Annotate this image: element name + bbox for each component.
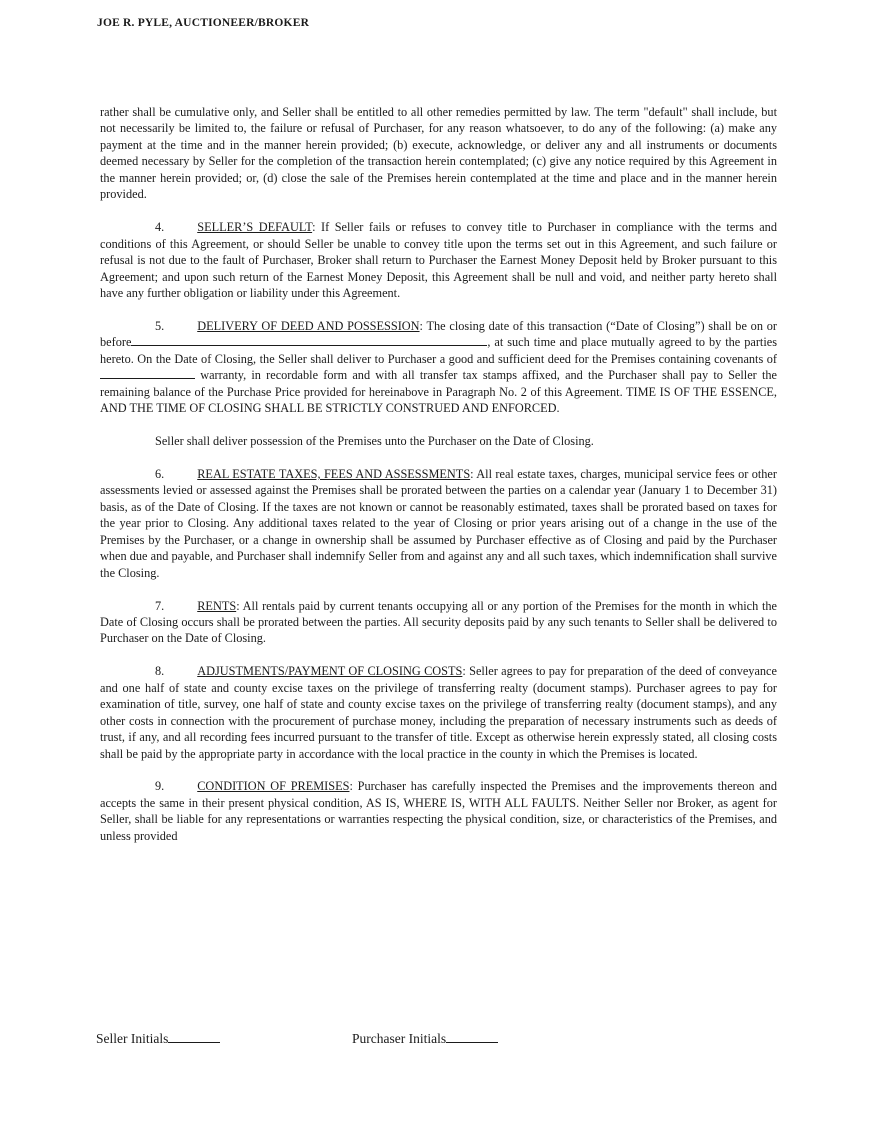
section-heading: CONDITION OF PREMISES [197,779,350,794]
purchaser-initials-line [446,1029,498,1043]
paragraph-text: : All real estate taxes, charges, municipal service fees or other assessments levied or assessed against the Premises shall be prorated between the parties on a calendar year (January 1 to December 31) basis, as of the Date of Closing. If the taxes are not known or cannot be reasonably estimated, taxes shall be prorated based on taxes for the year prior to Closing. Any additional taxes related to the year of Closing or prior years arising out of a change in the use of the Premises by the Purchaser, or a change in ownership shall be assumed by Purchaser effective as of Closing and paid by the Purchaser when due and payable, and Purchaser shall indemnify Seller from and against any and all such taxes, which indemnification shall survive the Closing. [100,466,777,580]
seller-initials-line [168,1029,220,1043]
section-heading: DELIVERY OF DEED AND POSSESSION [197,318,420,333]
seller-initials-block [96,1029,220,1047]
paragraph-text: warranty, in recordable form and with all transfer tax stamps affixed, and the Purchaser shall pay to Seller the remaining balance of the Purchase Price provided for hereinabove in Paragraph No. 2 of this Agreement. TIME IS OF THE ESSENCE, AND THE TIME OF CLOSING SHALL BE STRICTLY CONSTRUED AND ENFORCED. [100,368,777,416]
section-heading: REAL ESTATE TAXES, FEES AND ASSESSMENTS [197,466,471,481]
fill-in-blank [100,367,195,379]
paragraph-text: : Seller agrees to pay for preparation of the deed of conveyance and one half of state and county excise taxes on the privilege of transferring realty (document stamps). Purchaser agrees to pay for examination of title, survey, one half of state and county excise taxes on the privilege of transferring realty (document stamps), and any other costs in connection with the procurement of purchase money, including the preparation of necessary instruments such as deeds of trust, if any, and all recording fees incurred pursuant to the transfer of title. Except as otherwise herein expressly stated, all closing costs shall be paid by the appropriate party in accordance with the local practice in the county in which the Premises is located. [100,664,777,761]
numbered-paragraph [100,778,777,844]
document-body [100,104,777,861]
numbered-paragraph [100,219,777,301]
paragraph-number: 6. [155,466,165,481]
document-header-title: JOE R. PYLE, AUCTIONEER/BROKER [97,17,310,29]
paragraph [100,433,777,449]
paragraph-number: 4. [155,220,165,235]
paragraph-text: : The closing date of this transaction (“Date of Closing”) shall be on or before [100,318,777,350]
paragraph-text: : If Seller fails or refuses to convey title to Purchaser in compliance with the terms and conditions of this Agreement, or should Seller be unable to convey title upon the terms set out in this Agreement, and such failure or refusal is not due to the fault of Purchaser, Broker shall return to Purchaser the Earnest Money Deposit held by Broker pursuant to this Agreement; and upon such return of the Earnest Money Deposit, this Agreement shall be null and void, and neither party hereto shall have any further obligation or liability under this Agreement. [100,220,777,300]
paragraph-number: 9. [155,779,165,794]
paragraph-number: 8. [155,664,165,679]
purchaser-initials-block [352,1029,498,1047]
paragraph-text: : Purchaser has carefully inspected the Premises and the improvements thereon and accepts the same in their present physical condition, AS IS, WHERE IS, WITH ALL FAULTS. Neither Seller nor Broker, as agent for Seller, shall be liable for any representations or warranties respecting the physical condition, size, or characteristics of the Premises, and unless provided [100,779,777,843]
numbered-paragraph [100,318,777,417]
numbered-paragraph [100,598,777,647]
paragraph-text: rather shall be cumulative only, and Seller shall be entitled to all other remedies permitted by law. The term "default" shall include, but not necessarily be limited to, the failure or refusal of Purchaser, for any reason whatsoever, to do any of the following: (a) make any payment at the time and in the manner herein provided; (b) execute, acknowledge, or deliver any and all instruments or documents deemed necessary by Seller for the completion of the transaction herein contemplated; (c) give any notice required by this Agreement in the manner herein provided; or, (d) close the sale of the Premises herein contemplated at the time and place and in the manner herein provided. [100,105,777,202]
section-heading: RENTS [197,598,237,613]
seller-initials-label: Seller Initials [96,1031,169,1046]
paragraph-number: 5. [155,318,165,333]
paragraph-text: : All rentals paid by current tenants occupying all or any portion of the Premises for the month in which the Date of Closing occurs shall be prorated between the parties. All security deposits paid by any such tenants to Seller shall be delivered to Purchaser on the Date of Closing. [100,598,777,646]
paragraph-number: 7. [155,598,165,613]
section-heading: ADJUSTMENTS/PAYMENT OF CLOSING COSTS [197,664,463,679]
section-heading: SELLER’S DEFAULT [197,220,313,235]
numbered-paragraph [100,466,777,581]
paragraph [100,104,777,203]
purchaser-initials-label: Purchaser Initials [352,1031,447,1046]
fill-in-blank [131,334,487,346]
numbered-paragraph [100,663,777,762]
paragraph-text: Seller shall deliver possession of the Premises unto the Purchaser on the Date of Closing. [155,434,594,449]
paragraph-text: , at such time and place mutually agreed to by the parties hereto. On the Date of Closing, the Seller shall deliver to Purchaser a good and sufficient deed for the Premises containing covenants of [100,335,777,366]
